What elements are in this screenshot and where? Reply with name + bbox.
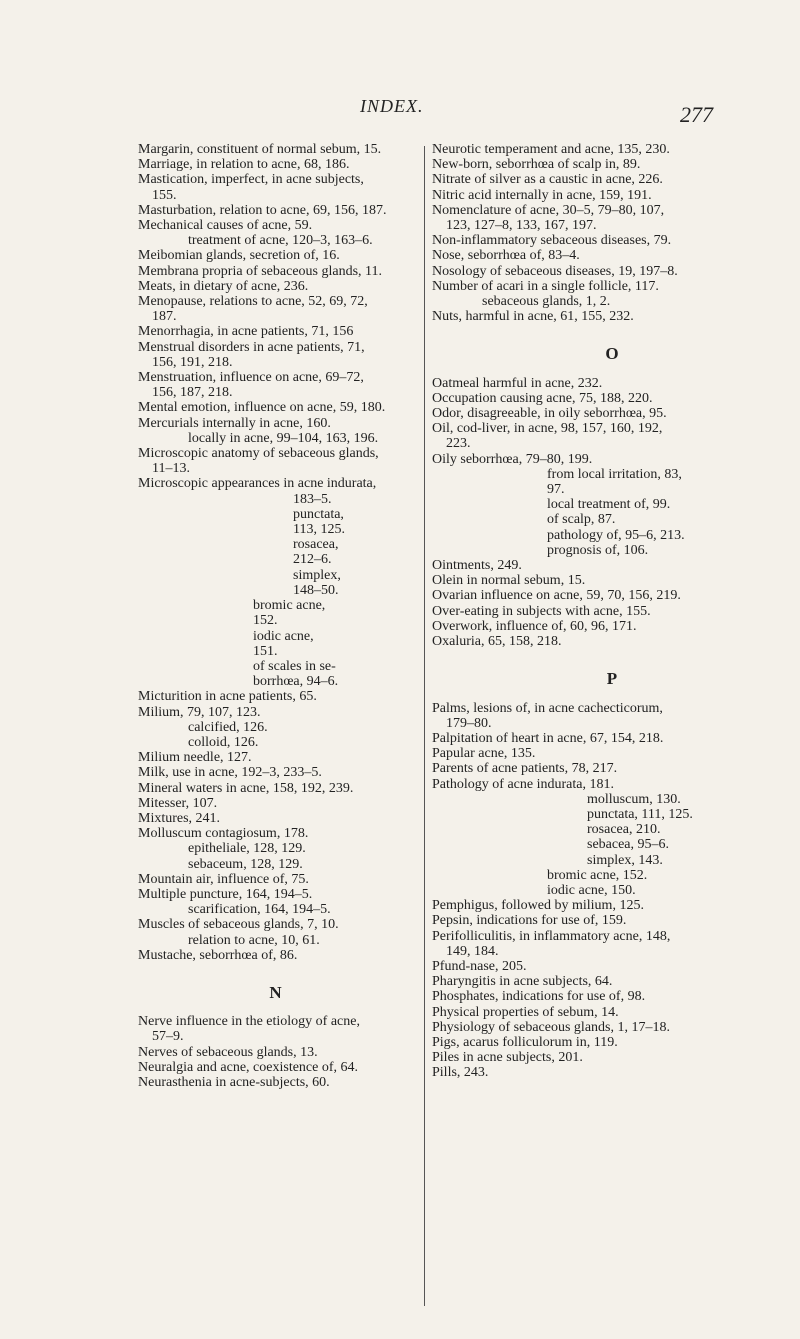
- index-subentry: 57–9.: [152, 1029, 184, 1045]
- page-title: INDEX.: [360, 96, 424, 116]
- index-subentry: 97.: [547, 482, 565, 498]
- index-subentry: rosacea,: [293, 537, 339, 553]
- index-entry: Masturbation, relation to acne, 69, 156, 187.: [138, 202, 387, 218]
- index-entry: Oily seborrhœa, 79–80, 199.: [432, 451, 593, 467]
- index-entry: Milk, use in acne, 192–3, 233–5.: [138, 765, 322, 781]
- index-entry: Oatmeal harmful in acne, 232.: [432, 375, 603, 391]
- index-subentry: 183–5.: [293, 491, 332, 507]
- index-entry: Pemphigus, followed by milium, 125.: [432, 898, 644, 914]
- index-subentry: punctata, 111, 125.: [587, 806, 693, 822]
- index-subentry: iodic acne,: [253, 628, 314, 644]
- index-subentry: 156, 191, 218.: [152, 354, 233, 370]
- index-subentry: 152.: [253, 613, 278, 629]
- index-subentry: simplex,: [293, 567, 341, 583]
- index-entry: Mineral waters in acne, 158, 192, 239.: [138, 780, 354, 796]
- index-subentry: 148–50.: [293, 582, 339, 598]
- index-column-right: [432, 142, 792, 1081]
- index-subentry: of scales in se-: [253, 658, 336, 674]
- index-entry: Mixtures, 241.: [138, 810, 221, 826]
- index-subentry: 223.: [446, 436, 471, 452]
- index-entry: Palms, lesions of, in acne cachecticorum,: [432, 700, 663, 716]
- index-entry: Physiology of sebaceous glands, 1, 17–18.: [432, 1019, 670, 1035]
- index-entry: Menstruation, influence on acne, 69–72,: [138, 370, 364, 386]
- index-subentry: rosacea, 210.: [587, 822, 661, 838]
- index-entry: Perifolliculitis, in inflammatory acne, 148,: [432, 928, 671, 944]
- index-entry: Pills, 243.: [432, 1065, 489, 1081]
- page-number: 277: [680, 102, 713, 127]
- index-subentry: 151.: [253, 643, 278, 659]
- index-entry: Mercurials internally in acne, 160.: [138, 415, 331, 431]
- index-subentry: epitheliale, 128, 129.: [188, 841, 306, 857]
- index-entry: Neurasthenia in acne-subjects, 60.: [138, 1074, 330, 1090]
- index-entry: Over-eating in subjects with acne, 155.: [432, 603, 651, 619]
- index-entry: Mental emotion, influence on acne, 59, 180.: [138, 400, 386, 416]
- index-entry: Membrana propria of sebaceous glands, 11.: [138, 263, 383, 279]
- index-entry: Multiple puncture, 164, 194–5.: [138, 886, 313, 902]
- index-entry: Milium needle, 127.: [138, 750, 252, 766]
- index-subentry: of scalp, 87.: [547, 512, 616, 528]
- index-subentry: 212–6.: [293, 552, 332, 568]
- index-entry: Mastication, imperfect, in acne subjects,: [138, 172, 364, 188]
- index-entry: Microscopic anatomy of sebaceous glands,: [138, 446, 379, 462]
- index-entry: Milium, 79, 107, 123.: [138, 704, 261, 720]
- index-entry: Meats, in dietary of acne, 236.: [138, 278, 309, 294]
- index-entry: Menorrhagia, in acne patients, 71, 156: [138, 324, 354, 340]
- index-entry: Oxaluria, 65, 158, 218.: [432, 634, 562, 650]
- index-subentry: 156, 187, 218.: [152, 385, 233, 401]
- index-subentry: borrhœa, 94–6.: [253, 674, 339, 690]
- index-entry: New-born, seborrhœa of scalp in, 89.: [432, 157, 641, 173]
- index-entry: Molluscum contagiosum, 178.: [138, 826, 309, 842]
- index-subentry: local treatment of, 99.: [547, 497, 671, 513]
- index-subentry: colloid, 126.: [188, 734, 259, 750]
- index-subentry: locally in acne, 99–104, 163, 196.: [188, 430, 379, 446]
- index-entry: Number of acari in a single follicle, 117.: [432, 278, 659, 294]
- index-subentry: 113, 125.: [293, 522, 345, 538]
- index-subentry: from local irritation, 83,: [547, 466, 682, 482]
- index-entry: Pigs, acarus folliculorum in, 119.: [432, 1034, 618, 1050]
- index-entry: Nerves of sebaceous glands, 13.: [138, 1044, 318, 1060]
- index-subentry: 179–80.: [446, 715, 492, 731]
- index-entry: Mustache, seborrhœa of, 86.: [138, 947, 298, 963]
- index-subentry: prognosis of, 106.: [547, 542, 649, 558]
- index-subentry: simplex, 143.: [587, 852, 663, 868]
- index-subentry: iodic acne, 150.: [547, 882, 636, 898]
- index-subentry: punctata,: [293, 506, 344, 522]
- index-entry: Parents of acne patients, 78, 217.: [432, 761, 618, 777]
- index-entry: Nitrate of silver as a caustic in acne, 226.: [432, 172, 663, 188]
- index-entry: Pathology of acne indurata, 181.: [432, 776, 614, 792]
- section-letter-heading: P: [606, 669, 618, 689]
- index-entry: Marriage, in relation to acne, 68, 186.: [138, 157, 350, 173]
- index-entry: Neurotic temperament and acne, 135, 230.: [432, 142, 670, 157]
- index-entry: Pharyngitis in acne subjects, 64.: [432, 974, 613, 990]
- index-subentry: calcified, 126.: [188, 719, 268, 735]
- index-entry: Piles in acne subjects, 201.: [432, 1050, 583, 1066]
- index-entry: Ovarian influence on acne, 59, 70, 156, 219.: [432, 588, 681, 604]
- index-entry: Ointments, 249.: [432, 558, 522, 574]
- index-subentry: bromic acne, 152.: [547, 867, 648, 883]
- index-subentry: 187.: [152, 309, 177, 325]
- index-subentry: relation to acne, 10, 61.: [188, 932, 320, 948]
- index-entry: Mitesser, 107.: [138, 795, 218, 811]
- index-entry: Olein in normal sebum, 15.: [432, 573, 586, 589]
- index-entry: Menopause, relations to acne, 52, 69, 72,: [138, 294, 368, 310]
- index-entry: Palpitation of heart in acne, 67, 154, 218.: [432, 730, 664, 746]
- index-entry: Micturition in acne patients, 65.: [138, 689, 317, 705]
- index-column-left: [138, 142, 413, 1090]
- index-entry: Mechanical causes of acne, 59.: [138, 218, 313, 234]
- index-subentry: scarification, 164, 194–5.: [188, 902, 331, 918]
- index-entry: Nosology of sebaceous diseases, 19, 197–8.: [432, 263, 678, 279]
- index-entry: Overwork, influence of, 60, 96, 171.: [432, 618, 637, 634]
- index-subentry: pathology of, 95–6, 213.: [547, 527, 685, 543]
- index-entry: Microscopic appearances in acne indurata,: [138, 476, 377, 492]
- column-divider: [424, 146, 425, 1306]
- index-entry: Oil, cod-liver, in acne, 98, 157, 160, 192,: [432, 421, 663, 437]
- index-entry: Non-inflammatory sebaceous diseases, 79.: [432, 233, 672, 249]
- index-entry: Physical properties of sebum, 14.: [432, 1004, 619, 1020]
- index-subentry: bromic acne,: [253, 598, 326, 614]
- index-entry: Menstrual disorders in acne patients, 71,: [138, 339, 365, 355]
- index-subentry: 11–13.: [152, 461, 190, 477]
- index-entry: Occupation causing acne, 75, 188, 220.: [432, 390, 653, 406]
- index-subentry: 149, 184.: [446, 943, 499, 959]
- index-subentry: 155.: [152, 187, 177, 203]
- index-entry: Muscles of sebaceous glands, 7, 10.: [138, 917, 339, 933]
- index-entry: Neuralgia and acne, coexistence of, 64.: [138, 1059, 359, 1075]
- index-subentry: molluscum, 130.: [587, 791, 681, 807]
- index-subentry: sebaceum, 128, 129.: [188, 856, 303, 872]
- section-letter-heading: O: [605, 344, 619, 364]
- index-subentry: sebacea, 95–6.: [587, 837, 670, 853]
- index-subentry: sebaceous glands, 1, 2.: [482, 294, 611, 310]
- index-entry: Mountain air, influence of, 75.: [138, 871, 309, 887]
- index-entry: Nuts, harmful in acne, 61, 155, 232.: [432, 309, 634, 325]
- index-entry: Nerve influence in the etiology of acne,: [138, 1014, 360, 1030]
- index-entry: Pepsin, indications for use of, 159.: [432, 913, 627, 929]
- index-entry: Nitric acid internally in acne, 159, 191.: [432, 187, 652, 203]
- running-head: [0, 92, 800, 132]
- section-letter-heading: N: [269, 982, 282, 1002]
- index-entry: Meibomian glands, secretion of, 16.: [138, 248, 340, 264]
- index-entry: Phosphates, indications for use of, 98.: [432, 989, 646, 1005]
- index-subentry: 123, 127–8, 133, 167, 197.: [446, 218, 597, 234]
- index-entry: Odor, disagreeable, in oily seborrhœa, 95.: [432, 406, 667, 422]
- index-entry: Nose, seborrhœa of, 83–4.: [432, 248, 580, 264]
- index-entry: Pfund-nase, 205.: [432, 958, 527, 974]
- index-entry: Papular acne, 135.: [432, 746, 536, 762]
- index-entry: Margarin, constituent of normal sebum, 15.: [138, 142, 382, 157]
- index-entry: Nomenclature of acne, 30–5, 79–80, 107,: [432, 202, 665, 218]
- index-subentry: treatment of acne, 120–3, 163–6.: [188, 233, 373, 249]
